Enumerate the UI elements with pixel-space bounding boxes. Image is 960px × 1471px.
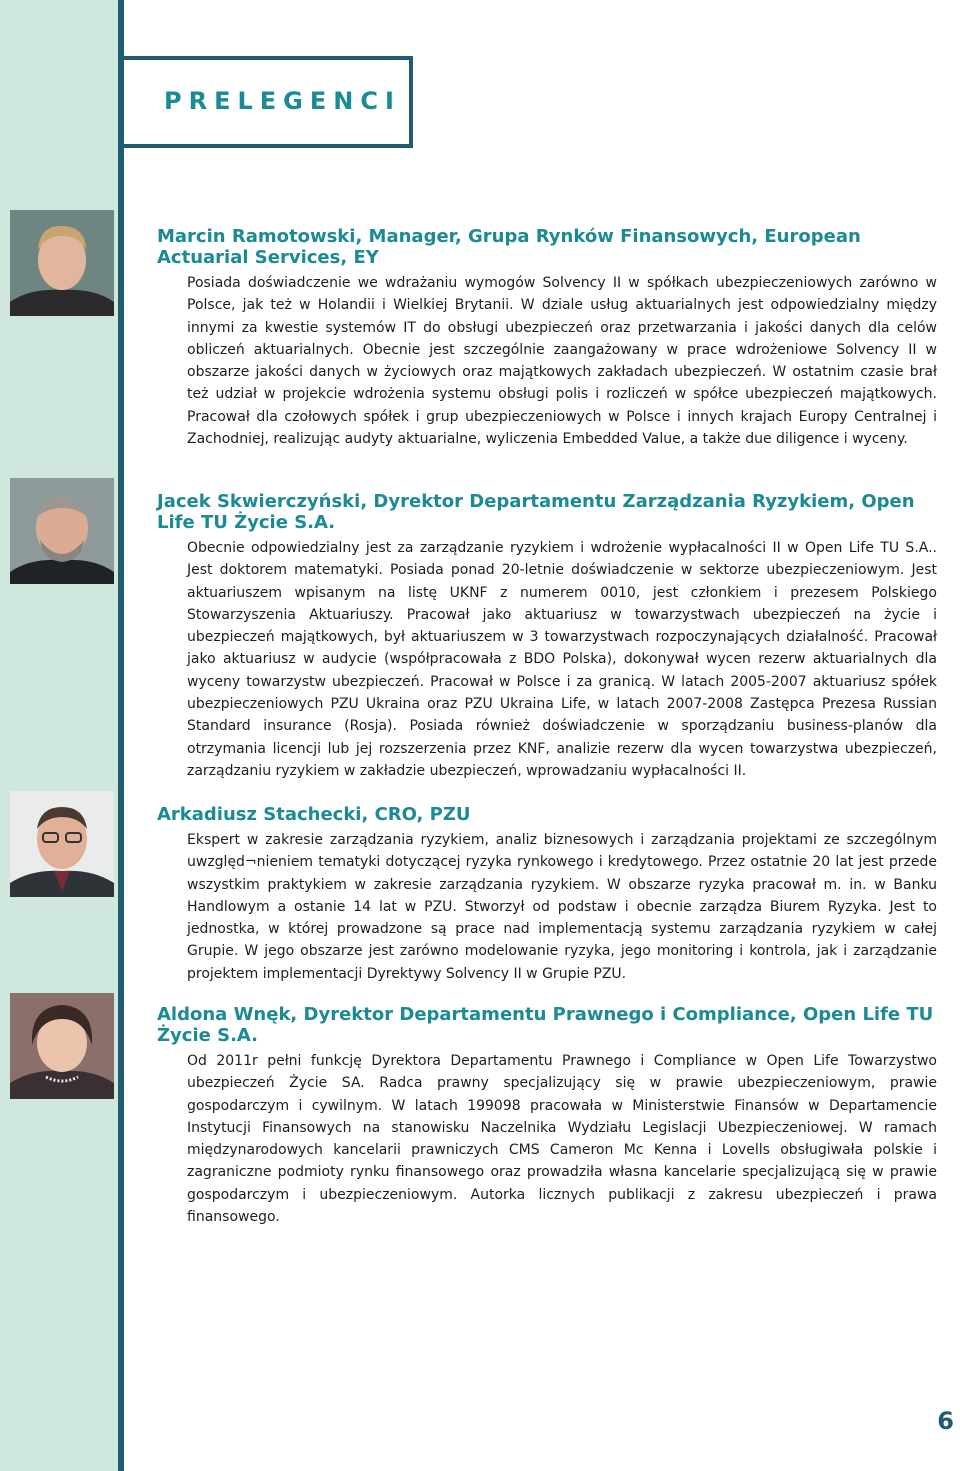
speaker-name: Jacek Skwierczyński, Dyrektor Departamentu Zarządzania Ryzykiem, Open Life TU Życie S.A. [157, 491, 915, 533]
speaker-name: Arkadiusz Stachecki, CRO, PZU [157, 804, 471, 825]
speaker-bio: Od 2011r pełni funkcję Dyrektora Departamentu Prawnego i Compliance w Open Life Towarzystwo ubezpieczeń Życie SA. Radca prawny specjalizujący się w prawie ubezpieczeniowym, prawie gospodarczym i cywilnym. W latach 199098 pracowała w Ministerstwie Finansów w Departamencie Instytucji Finansowych na stanowisku Naczelnika Wydziału Legislacji Ubezpieczeniowej. W ramach międzynarodowych kancelarii prawniczych CMS Cameron Mc Kenna i Lovells obsługiwała polskie i zagraniczne podmioty rynku finansowego oraz prowadziła własna kancelarie specjalizującą się w prawie gospodarczym i ubezpieczeniowym. Autorka licznych publikacji z zakresu ubezpieczeń i prawa finansowego. [187, 1053, 937, 1226]
speaker-photo-wnek [10, 993, 114, 1099]
speaker-photo-ramotowski [10, 210, 114, 316]
page-title: PRELEGENCI [164, 87, 401, 115]
sidebar-rule [118, 0, 124, 1471]
speaker-entry-skwierczynski [157, 491, 937, 782]
speaker-entry-stachecki [157, 804, 937, 985]
speaker-bio: Ekspert w zakresie zarządzania ryzykiem, analiz biznesowych i zarządzania projektami ze szczególnym uwzględ¬nieniem tematyki dotyczącej ryzyka rynkowego i kredytowego. Przez ostatnie 20 lat jest przede wszystkim praktykiem w zakresie zarządzania ryzykiem. W obszarze ryzyka pracował m. in. w Banku Handlowym a ostanie 14 lat w PZU. Stworzył od podstaw i obecnie zarządza Biurem Ryzyka. Jest to jednostka, w której prowadzone są prace nad implementacją systemu zarządzania ryzykiem w całej Grupie. W jego obszarze jest zarówno modelowanie ryzyka, jego monitoring i kontrola, jak i zarządzanie projektem implementacji Dyrektywy Solvency II w Grupie PZU. [187, 832, 937, 982]
speaker-photo-skwierczynski [10, 478, 114, 584]
page-number: 6 [937, 1407, 954, 1435]
speaker-photo-stachecki [10, 791, 114, 897]
speaker-name: Marcin Ramotowski, Manager, Grupa Rynków Finansowych, European Actuarial Services, EY [157, 226, 861, 268]
speaker-entry-wnek [157, 1004, 937, 1228]
speaker-bio: Posiada doświadczenie we wdrażaniu wymogów Solvency II w spółkach ubezpieczeniowych zarówno w Polsce, jak też w Holandii i Wielkiej Brytanii. W dziale usług aktuarialnych jest odpowiedzialny między innymi za kwestie systemów IT do obsługi ubezpieczeń oraz przetwarzania i jakości danych dla celów obliczeń aktuarialnych. Obecnie jest szczególnie zaangażowany w prace wdrożeniowe Solvency II w obszarze jakości danych w życiowych oraz majątkowych zakładach ubezpieczeń. W ostatnim czasie brał też udział w projekcie wdrożenia systemu obsługi polis i rozliczeń w spółce ubezpieczeń majątkowych. Pracował dla czołowych spółek i grup ubezpieczeniowych w Polsce i innych krajach Europy Centralnej i Zachodniej, realizując audyty aktuarialne, wyliczenia Embedded Value, a także due diligence i wyceny. [187, 275, 937, 448]
speaker-bio: Obecnie odpowiedzialny jest za zarządzanie ryzykiem i wdrożenie wypłacalności II w Open Life TU S.A.. Jest doktorem matematyki. Posiada ponad 20-letnie doświadczenie w sektorze ubezpieczeniowym. Jest aktuariuszem wpisanym na listę UKNF z numerem 0010, jest członkiem i prezesem Polskiego Stowarzyszenia Aktuariuszy. Pracował jako aktuariusz w towarzystwach ubezpieczeń na życie i ubezpieczeń majątkowych, był aktuariuszem w 3 towarzystwach rozpoczynających działalność. Pracował jako aktuariusz w audycie (współpracowała z BDO Polska), dokonywał wycen rezerw aktuarialnych dla wyceny towarzystw ubezpieczeń. Pracował w Polsce i za granicą. W latach 2005-2007 aktuariusz spółek ubezpieczeniowych PZU Ukraina oraz PZU Ukraina Life, w latach 2007-2008 Zastępca Prezesa Russian Standard insurance (Rosja). Posiada również doświadczenie w sporządzaniu business-planów dla otrzymania licencji lub jej rozszerzenia przez KNF, analizie rezerw dla wycen towarzystwa ubezpieczeń, zarządzaniu ryzykiem w zakładzie ubezpieczeń, wprowadzaniu wypłacalności II. [187, 540, 937, 779]
speaker-name: Aldona Wnęk, Dyrektor Departamentu Prawnego i Compliance, Open Life TU Życie S.A. [157, 1004, 934, 1046]
section-title-box [124, 56, 413, 148]
speaker-entry-ramotowski [157, 226, 937, 450]
